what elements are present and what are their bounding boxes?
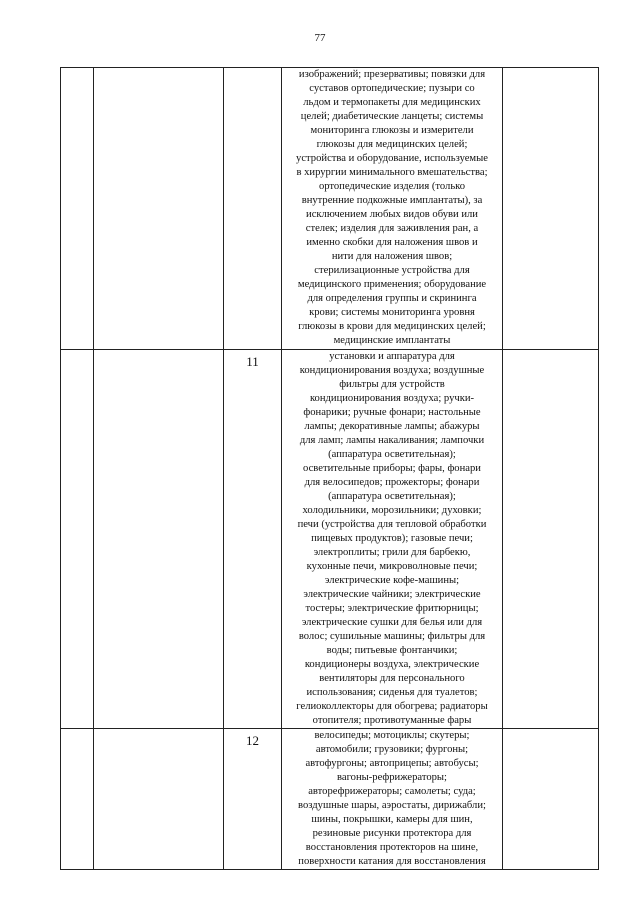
description-line: кухонные печи, микроволновые печи; [306,561,478,572]
description-line: осветительные приборы; фары, фонари [303,463,481,474]
table-row [61,729,599,870]
description-line: использования; сиденья для туалетов; [306,687,478,698]
description-line: велосипеды; мотоциклы; скутеры; [314,730,470,741]
description-line: в хирургии минимального вмешательства; [296,167,488,178]
description-line: изображений; презервативы; повязки для [298,69,486,80]
description-line: фонарики; ручные фонари; настольные [303,407,481,418]
description-line: резиновые рисунки протектора для [312,828,472,839]
description-line: суставов ортопедические; пузыри со [309,83,475,94]
description-line: кондиционеры воздуха, электрические [304,659,480,670]
description-line: медицинского применения; оборудование [297,279,487,290]
description-line: ортопедические изделия (только [318,181,466,192]
description-line: шины, покрышки, камеры для шин, [311,814,473,825]
description-line: кондиционирования воздуха; ручки- [309,393,475,404]
table-row [61,68,599,350]
description-line: целей; диабетические ланцеты; системы [300,111,484,122]
page-number: 77 [314,32,326,44]
table-cell [61,350,94,729]
description-line: восстановления протекторов на шине, [305,842,479,853]
description-line: воды; питьевые фонтанчики; [326,645,458,656]
description-line: стелек; изделия для заживления ран, а [305,223,479,234]
goods-description-cell [282,729,503,870]
description-line: пищевых продуктов); газовые печи; [311,533,473,544]
description-line: льдом и термопакеты для медицинских [303,97,481,108]
class-number-cell [224,68,282,350]
description-line: автофургоны; автоприцепы; автобусы; [305,758,479,769]
description-line: тостеры; электрические фритюрницы; [305,603,479,614]
description-line: электрические сушки для белья или для [301,617,483,628]
description-line: установки и аппаратура для [329,351,455,362]
description-line: гелиоколлекторы для обогрева; радиаторы [296,701,488,712]
description-line: лампы; декоративные лампы; абажуры [304,421,480,432]
description-line: электроплиты; грили для барбекю, [313,547,471,558]
description-line: мониторинга глюкозы и измерители [310,125,474,136]
description-line: глюкозы для медицинских целей; [316,139,468,150]
description-line: вентиляторы для персонального [319,673,465,684]
description-line: для ламп; лампы накаливания; лампочки [299,435,485,446]
description-line: воздушные шары, аэростаты, дирижабли; [298,800,486,811]
description-line: холодильники, морозильники; духовки; [302,505,482,516]
description-line: отопителя; противотуманные фары [312,715,472,726]
table-cell [503,68,599,350]
description-line: устройства и оборудование, используемые [296,153,488,164]
description-line: крови; системы мониторинга уровня [309,307,475,318]
description-line: исключением любых видов обуви или [306,209,478,220]
description-line: кондиционирования воздуха; воздушные [299,365,485,376]
description-line: волос; сушильные машины; фильтры для [298,631,486,642]
description-line: глюкозы в крови для медицинских целей; [298,321,486,332]
description-line: нити для наложения швов; [331,251,453,262]
description-line: стерилизационные устройства для [314,265,470,276]
description-line: внутренние подкожные имплантаты), за [301,195,483,206]
class-number-cell: 11 [224,350,282,729]
description-line: авторефрижераторы; самолеты; суда; [308,786,476,797]
description-line: для велосипедов; прожекторы; фонари [304,477,480,488]
description-line: (аппаратура осветительная); [328,449,456,460]
description-line: медицинские имплантаты [333,335,451,346]
description-line: автомобили; грузовики; фургоны; [315,744,469,755]
description-line: поверхности катания для восстановления [298,856,486,867]
table-cell [61,729,94,870]
table-cell [94,729,224,870]
table-row [61,350,599,729]
table-cell [94,350,224,729]
description-line: электрические чайники; электрические [303,589,481,600]
table-cell [61,68,94,350]
description-line: фильтры для устройств [339,379,445,390]
table-cell [94,68,224,350]
goods-description-cell [282,68,503,350]
description-line: печи (устройства для тепловой обработки [297,519,487,530]
table-cell [503,729,599,870]
table-cell [503,350,599,729]
description-line: электрические кофе-машины; [324,575,460,586]
classification-table [60,67,599,870]
description-line: вагоны-рефрижераторы; [337,772,447,783]
description-line: именно скобки для наложения швов и [306,237,478,248]
class-number-cell: 12 [224,729,282,870]
description-line: (аппаратура осветительная); [328,491,456,502]
description-line: для определения группы и скрининга [307,293,477,304]
goods-description-cell [282,350,503,729]
